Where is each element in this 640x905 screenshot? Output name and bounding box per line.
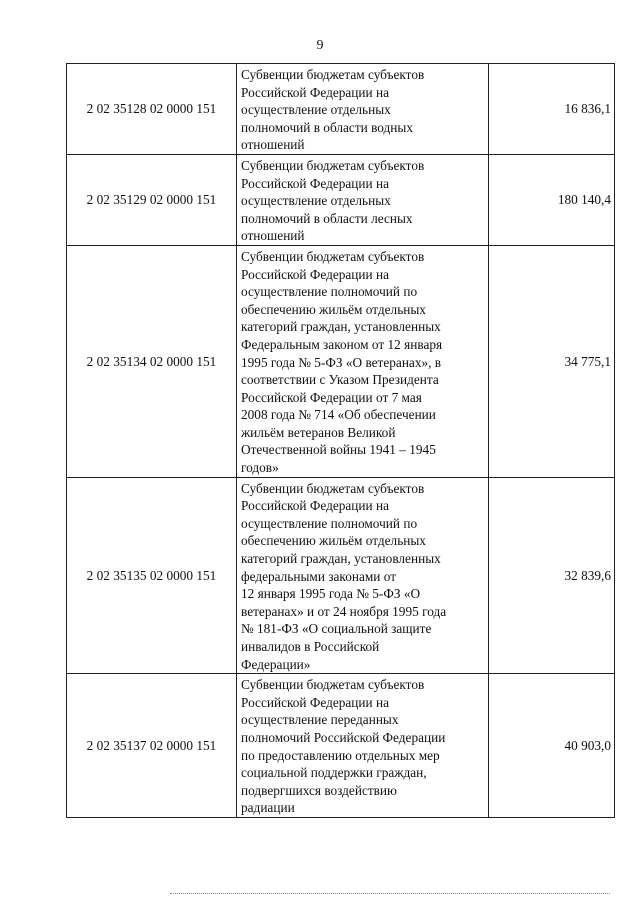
description-line: годов» xyxy=(241,460,279,476)
description-line: соответствии с Указом Президента xyxy=(241,372,439,388)
table-row xyxy=(67,245,615,477)
description-line: Отечественной войны 1941 – 1945 xyxy=(241,442,436,458)
description-line: обеспечению жильём отдельных xyxy=(241,533,426,549)
description-line: категорий граждан, установленных xyxy=(241,319,441,335)
description-line: социальной поддержки граждан, xyxy=(241,765,427,781)
description-line: полномочий Российской Федерации xyxy=(241,729,446,745)
budget-classification-code: 2 02 35135 02 0000 151 xyxy=(67,477,237,674)
revenue-description xyxy=(237,245,489,477)
description-line: осуществление полномочий по xyxy=(241,284,418,300)
table-row xyxy=(67,674,615,818)
description-line: по предоставлению отдельных мер xyxy=(241,747,440,763)
description-line: обеспечению жильём отдельных xyxy=(241,301,426,317)
revenue-description xyxy=(237,64,489,155)
description-line: Субвенции бюджетам субъектов xyxy=(241,677,425,693)
budget-classification-code: 2 02 35128 02 0000 151 xyxy=(67,64,237,155)
description-line: ветеранах» и от 24 ноября 1995 года xyxy=(241,603,447,619)
description-line: Российской Федерации на xyxy=(241,694,389,710)
description-line: Российской Федерации от 7 мая xyxy=(241,389,422,405)
description-line: № 181-ФЗ «О социальной защите xyxy=(241,621,432,637)
amount-value: 34 775,1 xyxy=(489,245,615,477)
amount-value: 16 836,1 xyxy=(489,64,615,155)
description-line: осуществление переданных xyxy=(241,712,399,728)
description-line: Российской Федерации на xyxy=(241,498,389,514)
description-line: Субвенции бюджетам субъектов xyxy=(241,157,425,173)
description-line: категорий граждан, установленных xyxy=(241,551,441,567)
revenue-description xyxy=(237,674,489,818)
table-row xyxy=(67,64,615,155)
description-line: осуществление полномочий по xyxy=(241,515,418,531)
page-number: 9 xyxy=(316,38,324,53)
description-line: отношений xyxy=(241,228,305,244)
table-row xyxy=(67,154,615,245)
description-line: подвергшихся воздействию xyxy=(241,782,397,798)
description-line: 12 января 1995 года № 5-ФЗ «О xyxy=(241,586,421,602)
description-line: инвалидов в Российской xyxy=(241,639,380,654)
revenue-description xyxy=(237,477,489,674)
description-line: Федеральным законом от 12 января xyxy=(241,336,443,352)
budget-table-body xyxy=(67,64,615,818)
description-line: полномочий в области лесных xyxy=(241,210,413,226)
description-line: полномочий в области водных xyxy=(241,119,413,135)
amount-value: 180 140,4 xyxy=(489,154,615,245)
description-line: Федерации» xyxy=(241,656,311,672)
description-line: радиации xyxy=(241,800,295,816)
footer-divider xyxy=(170,893,610,895)
description-line: Российской Федерации на xyxy=(241,84,389,100)
description-line: отношений xyxy=(241,137,305,153)
description-line: осуществление отдельных xyxy=(241,102,391,118)
description-line: жильём ветеранов Великой xyxy=(241,424,396,440)
budget-table xyxy=(66,63,615,818)
budget-classification-code: 2 02 35137 02 0000 151 xyxy=(67,674,237,818)
amount-value: 40 903,0 xyxy=(489,674,615,818)
description-line: Субвенции бюджетам субъектов xyxy=(241,248,425,264)
description-line: Субвенции бюджетам субъектов xyxy=(241,67,425,82)
revenue-description xyxy=(237,154,489,245)
description-line: 2008 года № 714 «Об обеспечении xyxy=(241,407,436,423)
description-line: осуществление отдельных xyxy=(241,193,391,209)
description-line: Российской Федерации на xyxy=(241,266,389,282)
description-line: Субвенции бюджетам субъектов xyxy=(241,480,425,496)
budget-classification-code: 2 02 35129 02 0000 151 xyxy=(67,154,237,245)
amount-value: 32 839,6 xyxy=(489,477,615,674)
budget-classification-code: 2 02 35134 02 0000 151 xyxy=(67,245,237,477)
description-line: 1995 года № 5-ФЗ «О ветеранах», в xyxy=(241,354,442,370)
description-line: Российской Федерации на xyxy=(241,175,389,191)
table-row xyxy=(67,477,615,674)
description-line: федеральными законами от xyxy=(241,568,397,584)
